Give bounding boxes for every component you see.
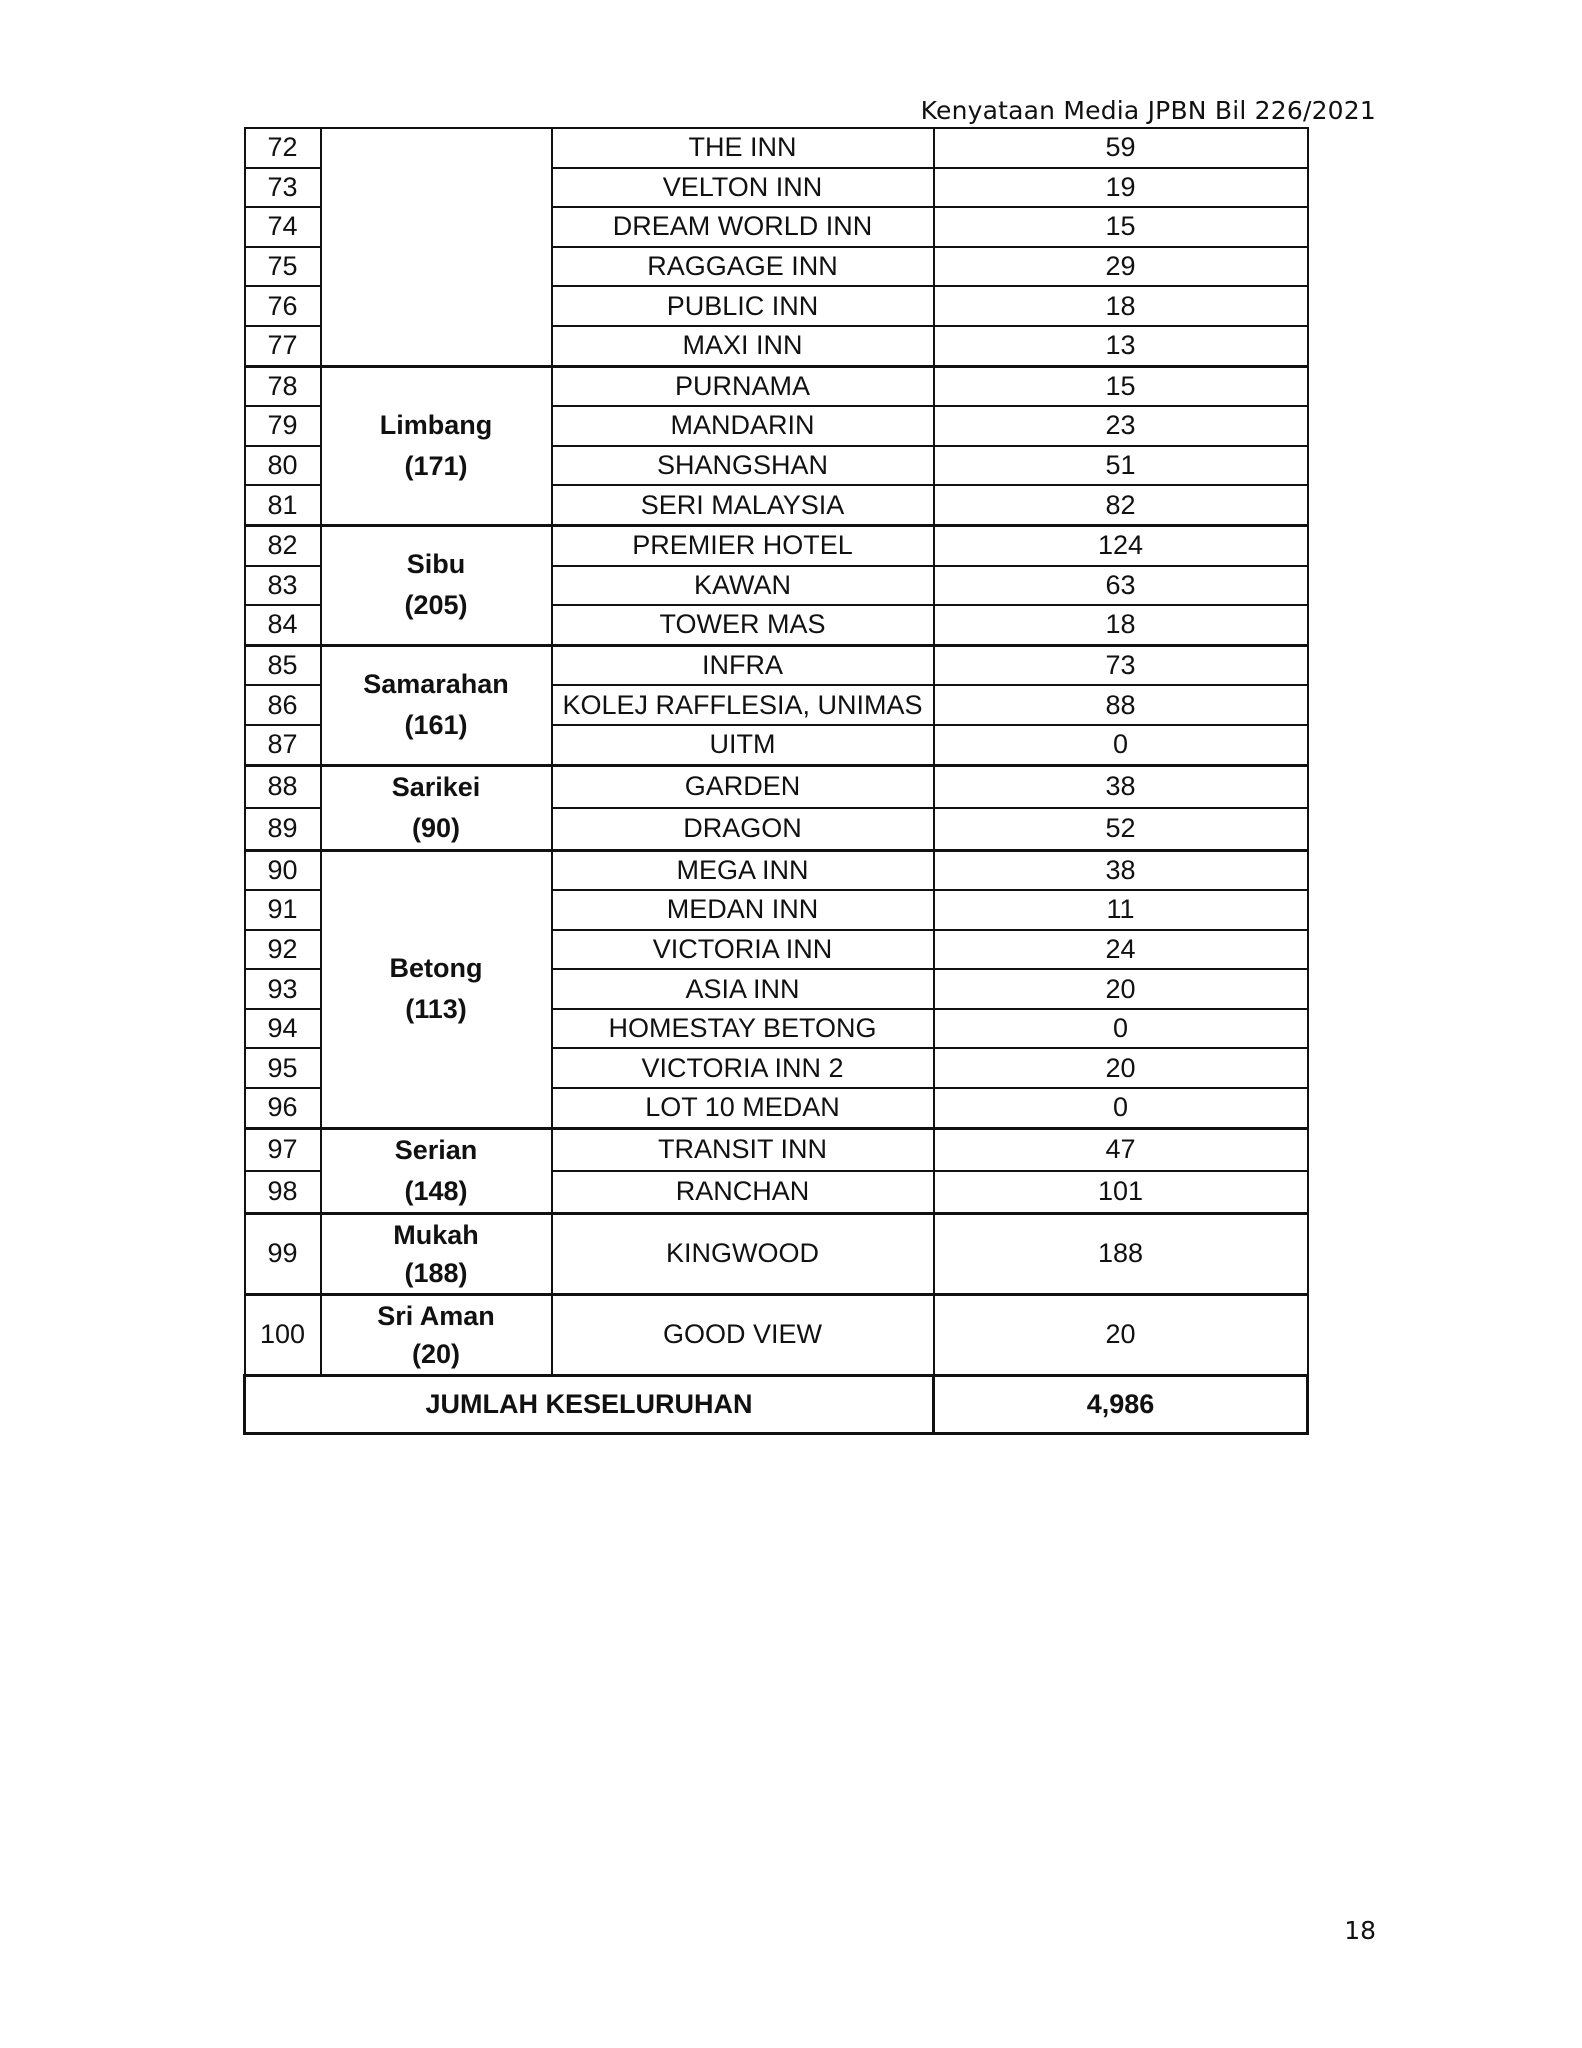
table-row xyxy=(245,366,1308,406)
row-number: 72 xyxy=(245,128,321,168)
occupant-count: 19 xyxy=(934,168,1308,208)
division-total: (188) xyxy=(404,1257,468,1288)
centre-name: PURNAMA xyxy=(552,366,934,406)
occupant-count: 51 xyxy=(934,446,1308,486)
centre-name: SHANGSHAN xyxy=(552,446,934,486)
quarantine-centres-table xyxy=(243,127,1309,1435)
row-number: 92 xyxy=(245,930,321,970)
occupant-count: 0 xyxy=(934,1088,1308,1128)
division-cell xyxy=(321,525,552,645)
occupant-count: 11 xyxy=(934,890,1308,930)
centre-name: TOWER MAS xyxy=(552,605,934,645)
occupant-count: 29 xyxy=(934,247,1308,287)
centre-name: VICTORIA INN 2 xyxy=(552,1048,934,1088)
centre-name: DREAM WORLD INN xyxy=(552,207,934,247)
row-number: 89 xyxy=(245,808,321,851)
occupant-count: 73 xyxy=(934,645,1308,685)
centre-name: KINGWOOD xyxy=(552,1213,934,1294)
table-row xyxy=(245,1128,1308,1171)
row-number: 95 xyxy=(245,1048,321,1088)
centre-name: MANDARIN xyxy=(552,406,934,446)
division-cell xyxy=(321,128,552,366)
centre-name: INFRA xyxy=(552,645,934,685)
row-number: 90 xyxy=(245,850,321,890)
occupant-count: 18 xyxy=(934,605,1308,645)
centre-name: TRANSIT INN xyxy=(552,1128,934,1171)
occupant-count: 124 xyxy=(934,525,1308,565)
row-number: 83 xyxy=(245,566,321,606)
occupant-count: 23 xyxy=(934,406,1308,446)
centre-name: PUBLIC INN xyxy=(552,286,934,326)
grand-total-row xyxy=(245,1375,1308,1433)
centre-name: SERI MALAYSIA xyxy=(552,485,934,525)
division-cell xyxy=(321,850,552,1128)
grand-total-label: JUMLAH KESELURUHAN xyxy=(245,1375,934,1433)
row-number: 88 xyxy=(245,765,321,808)
table-row xyxy=(245,850,1308,890)
centre-name: GARDEN xyxy=(552,765,934,808)
division-total xyxy=(322,247,551,288)
row-number: 79 xyxy=(245,406,321,446)
division-total: (161) xyxy=(404,710,468,741)
occupant-count: 47 xyxy=(934,1128,1308,1171)
occupant-count: 13 xyxy=(934,326,1308,366)
occupant-count: 15 xyxy=(934,366,1308,406)
division-cell xyxy=(321,366,552,525)
centre-name: LOT 10 MEDAN xyxy=(552,1088,934,1128)
division-total: (113) xyxy=(405,994,467,1025)
occupant-count: 20 xyxy=(934,969,1308,1009)
table-row xyxy=(245,525,1308,565)
division-cell xyxy=(321,1128,552,1213)
row-number: 77 xyxy=(245,326,321,366)
occupant-count: 188 xyxy=(934,1213,1308,1294)
division-total: (148) xyxy=(404,1175,468,1206)
centre-name: KOLEJ RAFFLESIA, UNIMAS xyxy=(552,685,934,725)
occupant-count: 20 xyxy=(934,1048,1308,1088)
row-number: 91 xyxy=(245,890,321,930)
division-total: (205) xyxy=(404,590,468,621)
page-number: 18 xyxy=(1344,1916,1376,1945)
document-reference: Kenyataan Media JPBN Bil 226/2021 xyxy=(920,96,1376,125)
division-name: Serian xyxy=(394,1134,478,1165)
row-number: 73 xyxy=(245,168,321,208)
table-row xyxy=(245,1294,1308,1375)
centre-name: VELTON INN xyxy=(552,168,934,208)
division-name: Limbang xyxy=(379,409,493,440)
centre-name: HOMESTAY BETONG xyxy=(552,1009,934,1049)
occupant-count: 20 xyxy=(934,1294,1308,1375)
centre-name: DRAGON xyxy=(552,808,934,851)
centre-name: THE INN xyxy=(552,128,934,168)
occupant-count: 24 xyxy=(934,930,1308,970)
occupant-count: 101 xyxy=(934,1171,1308,1214)
occupant-count: 59 xyxy=(934,128,1308,168)
row-number: 93 xyxy=(245,969,321,1009)
row-number: 98 xyxy=(245,1171,321,1214)
division-cell xyxy=(321,1213,552,1294)
centre-name: RAGGAGE INN xyxy=(552,247,934,287)
division-total: (171) xyxy=(404,450,468,481)
occupant-count: 52 xyxy=(934,808,1308,851)
division-name: Mukah xyxy=(393,1219,479,1250)
division-name: Samarahan xyxy=(363,669,509,700)
centre-name: UITM xyxy=(552,725,934,765)
row-number: 85 xyxy=(245,645,321,685)
row-number: 78 xyxy=(245,366,321,406)
division-name: Betong xyxy=(389,953,483,984)
row-number: 75 xyxy=(245,247,321,287)
occupant-count: 0 xyxy=(934,725,1308,765)
centre-name: KAWAN xyxy=(552,566,934,606)
division-name: Sri Aman xyxy=(377,1300,495,1331)
table-row xyxy=(245,128,1308,168)
division-name xyxy=(322,206,551,247)
centre-name: PREMIER HOTEL xyxy=(552,525,934,565)
division-cell xyxy=(321,645,552,765)
row-number: 99 xyxy=(245,1213,321,1294)
row-number: 87 xyxy=(245,725,321,765)
centre-name: VICTORIA INN xyxy=(552,930,934,970)
grand-total-value: 4,986 xyxy=(934,1375,1308,1433)
row-number: 86 xyxy=(245,685,321,725)
division-name: Sibu xyxy=(406,549,466,580)
row-number: 76 xyxy=(245,286,321,326)
division-name: Sarikei xyxy=(391,771,481,802)
row-number: 96 xyxy=(245,1088,321,1128)
row-number: 81 xyxy=(245,485,321,525)
occupant-count: 38 xyxy=(934,850,1308,890)
row-number: 97 xyxy=(245,1128,321,1171)
centre-name: ASIA INN xyxy=(552,969,934,1009)
row-number: 94 xyxy=(245,1009,321,1049)
table-body xyxy=(245,128,1308,1433)
centre-name: MEGA INN xyxy=(552,850,934,890)
table-row xyxy=(245,765,1308,808)
row-number: 74 xyxy=(245,207,321,247)
centre-name: MAXI INN xyxy=(552,326,934,366)
table-row xyxy=(245,645,1308,685)
occupant-count: 63 xyxy=(934,566,1308,606)
centre-name: MEDAN INN xyxy=(552,890,934,930)
occupant-count: 0 xyxy=(934,1009,1308,1049)
row-number: 82 xyxy=(245,525,321,565)
occupant-count: 38 xyxy=(934,765,1308,808)
division-total: (90) xyxy=(411,812,460,843)
occupant-count: 82 xyxy=(934,485,1308,525)
table-row xyxy=(245,1213,1308,1294)
centre-name: RANCHAN xyxy=(552,1171,934,1214)
division-cell xyxy=(321,1294,552,1375)
occupant-count: 18 xyxy=(934,286,1308,326)
row-number: 84 xyxy=(245,605,321,645)
occupant-count: 88 xyxy=(934,685,1308,725)
row-number: 100 xyxy=(245,1294,321,1375)
centre-name: GOOD VIEW xyxy=(552,1294,934,1375)
division-total: (20) xyxy=(411,1338,460,1369)
occupant-count: 15 xyxy=(934,207,1308,247)
row-number: 80 xyxy=(245,446,321,486)
division-cell xyxy=(321,765,552,850)
